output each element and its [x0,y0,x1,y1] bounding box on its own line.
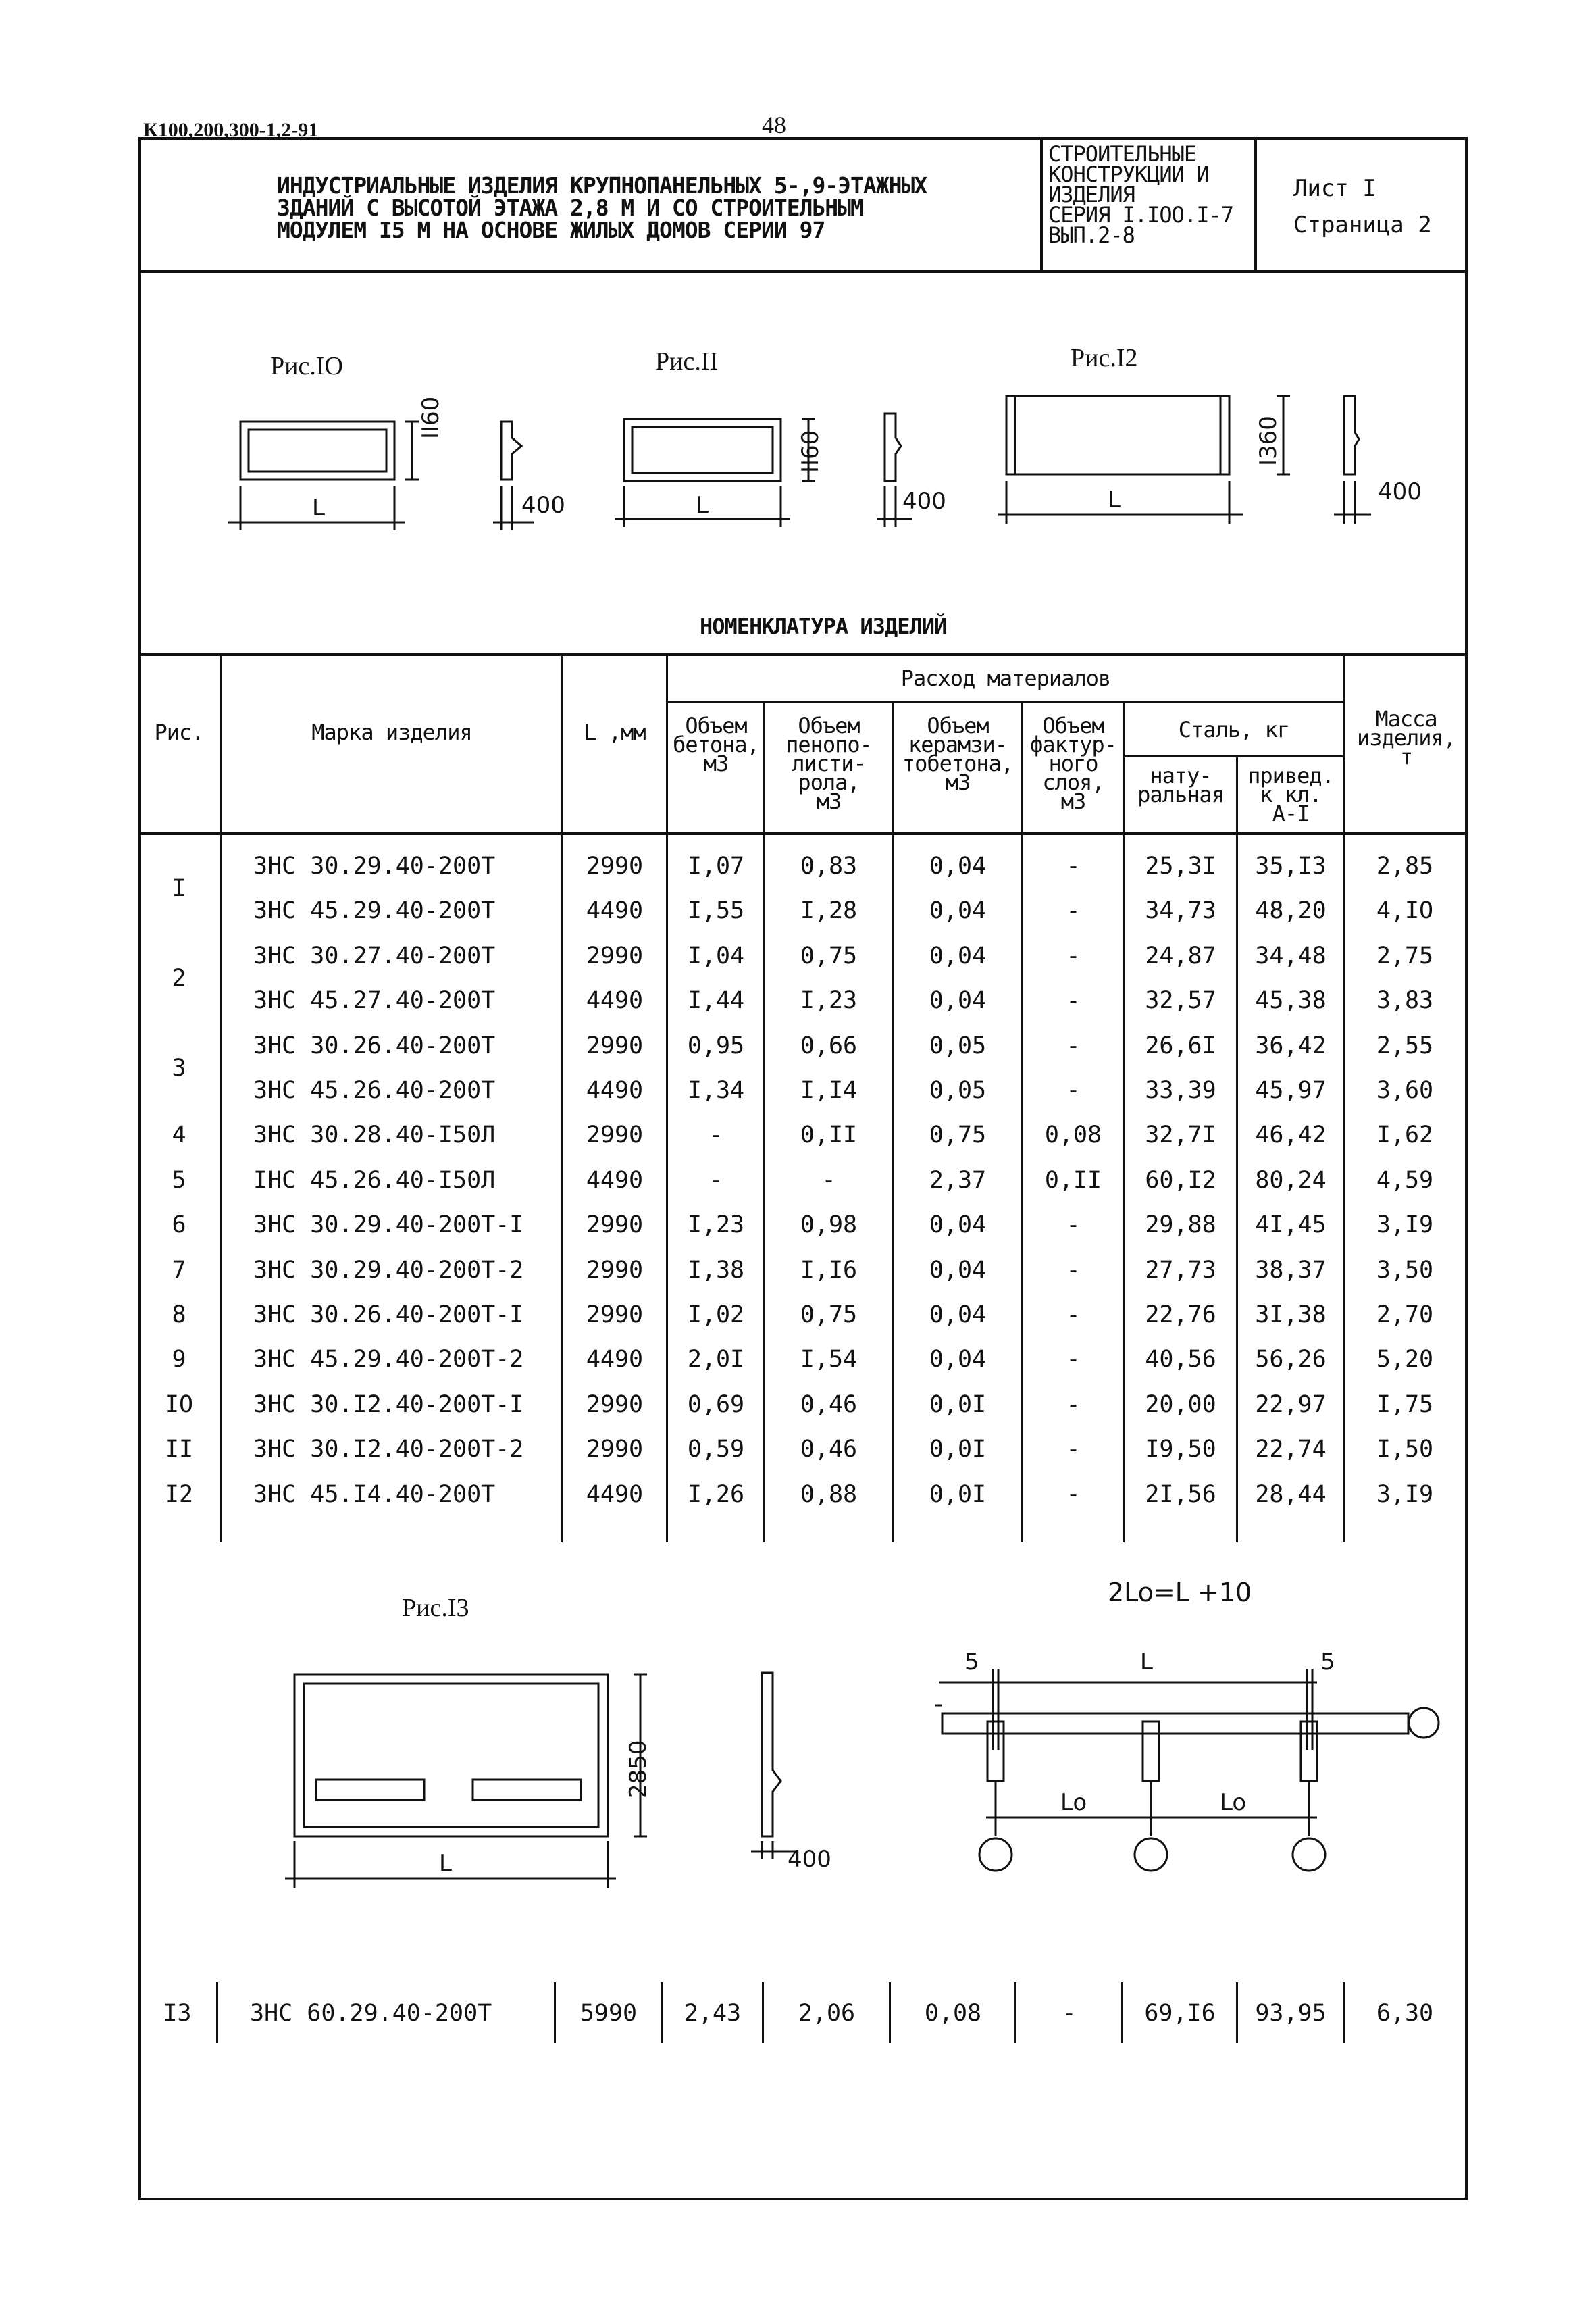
table-cell-facing: 0,08 [1044,1122,1102,1149]
fig13-section [762,1673,781,1836]
series-line: СТРОИТЕЛЬНЫЕ [1048,141,1197,167]
scheme-span: L [1140,1649,1153,1676]
table-cell-steel-red: 22,97 [1255,1391,1327,1418]
table-cell-facing: - [1066,853,1081,880]
table-cell-foam: 0,46 [800,1391,858,1418]
extra-row-fig: I3 [163,2000,192,2027]
fig13-inner [304,1684,598,1827]
header-length: L ,мм [584,720,646,745]
title-line: ЗДАНИЙ С ВЫСОТОЙ ЭТАЖА 2,8 М И СО СТРОИТЕЛЬНЫМ [277,195,863,221]
header-facing-line: фактур- [1030,732,1116,757]
table-cell-concrete: - [709,1167,723,1194]
header-steel-red-line: к кл. [1260,782,1322,807]
scheme-formula: 2Lo=L +10 [1108,1578,1252,1607]
table-cell-keramzit: 0,04 [929,1211,987,1238]
table-cell-foam: 0,75 [800,942,858,970]
table-cell-mark: ЗНС 45.29.40-200Т-2 [253,1346,524,1373]
fig11-label: Рис.II [655,347,719,376]
page-number: 48 [762,111,786,139]
table-cell-keramzit: 0,0I [929,1481,987,1508]
table-cell-concrete: I,26 [687,1481,745,1508]
table-cell-L: 2990 [586,853,644,880]
table-cell-facing: - [1066,1257,1081,1284]
table-cell-L: 2990 [586,1436,644,1463]
extra-row-foam: 2,06 [798,2000,856,2027]
table-cell-steel-red: 80,24 [1255,1167,1327,1194]
header-concrete-line: бетона, [673,732,759,757]
table-cell-foam: 0,88 [800,1481,858,1508]
table-cell-steel-red: 4I,45 [1255,1211,1327,1238]
table-cell-fig: 7 [172,1257,186,1284]
extra-row-mass: 6,30 [1376,2000,1434,2027]
table-cell-concrete: I,07 [687,853,745,880]
extra-row-divider [661,1982,663,2043]
header-materials: Расход материалов [900,665,1111,691]
table-cell-mass: 3,I9 [1376,1481,1434,1508]
table-cell-mark: ЗНС 30.28.40-I50Л [253,1122,496,1149]
header-foam-line: м3 [816,788,842,814]
table-cell-mark: ЗНС 30.26.40-200Т-I [253,1301,524,1328]
table-cell-L: 2990 [586,1391,644,1418]
extra-row-divider [1014,1982,1016,2043]
table-cell-steel-nat: 26,6I [1145,1032,1216,1059]
table-cell-keramzit: 0,05 [929,1077,987,1104]
document-code: К100,200,300-1,2-91 [143,119,319,141]
table-cell-keramzit: 0,05 [929,1032,987,1059]
table-cell-L: 4490 [586,897,644,924]
table-cell-steel-nat: 60,I2 [1145,1167,1216,1194]
table-cell-L: 4490 [586,987,644,1014]
table-cell-foam: 0,98 [800,1211,858,1238]
table-cell-mass: 2,55 [1376,1032,1434,1059]
table-cell-facing: - [1066,1211,1081,1238]
title-line: ИНДУСТРИАЛЬНЫЕ ИЗДЕЛИЯ КРУПНОПАНЕЛЬНЫХ 5-,9-ЭТАЖНЫХ [277,172,927,199]
table-cell-mark: ЗНС 45.27.40-200Т [253,987,496,1014]
header-mass-line: т [1399,744,1413,770]
table-cell-mass: 3,50 [1376,1257,1434,1284]
table-cell-facing: - [1066,1391,1081,1418]
sheet-number: Лист I [1293,175,1376,202]
header-foam-line: пенопо- [786,732,872,757]
table-cell-steel-nat: 22,76 [1145,1301,1216,1328]
scheme-slab [942,1713,1408,1734]
table-cell-facing: - [1066,1346,1081,1373]
extra-row-keramzit: 0,08 [924,2000,982,2027]
table-cell-foam: 0,83 [800,853,858,880]
scheme-column-right [1301,1721,1317,1781]
table-cell-fig: 9 [172,1346,186,1373]
table-cell-mass: I,62 [1376,1122,1434,1149]
table-cell-foam: I,23 [800,987,858,1014]
table-cell-mass: 2,75 [1376,942,1434,970]
header-steel-red-line: А-I [1272,801,1310,826]
table-cell-L: 4490 [586,1346,644,1373]
extra-row-divider [889,1982,891,2043]
table-cell-steel-red: 34,48 [1255,942,1327,970]
table-cell-keramzit: 0,04 [929,853,987,880]
table-cell-steel-nat: 20,00 [1145,1391,1216,1418]
table-cell-fig: I2 [164,1481,194,1508]
header-mark: Марка изделия [311,720,472,745]
table-cell-mark: ЗНС 30.27.40-200Т [253,942,496,970]
table-title: НОМЕНКЛАТУРА ИЗДЕЛИЙ [700,613,947,639]
header-steel-red-line: привед. [1247,763,1334,788]
scheme-gap-left: 5 [964,1649,979,1676]
header-facing-line: ного [1048,751,1098,776]
header-foam-line: листи- [792,751,866,776]
table-cell-L: 2990 [586,1211,644,1238]
table-cell-mass: 3,60 [1376,1077,1434,1104]
extra-row-divider [216,1982,218,2043]
table-cell-steel-red: 38,37 [1255,1257,1327,1284]
table-cell-foam: 0,46 [800,1436,858,1463]
fig13-window-right [473,1780,581,1800]
header-facing-line: Объем [1042,713,1104,738]
scheme-axis-marker [1135,1838,1167,1871]
table-cell-steel-red: 56,26 [1255,1346,1327,1373]
table-cell-fig: I [172,875,186,902]
table-cell-facing: 0,II [1044,1167,1102,1194]
header-fig: Рис. [154,720,204,745]
table-cell-L: 2990 [586,1257,644,1284]
table-cell-L: 2990 [586,1032,644,1059]
table-cell-fig: 8 [172,1301,186,1328]
table-cell-steel-nat: 32,57 [1145,987,1216,1014]
table-cell-L: 2990 [586,1122,644,1149]
table-cell-concrete: I,38 [687,1257,745,1284]
table-cell-mark: ЗНС 45.29.40-200Т [253,897,496,924]
table-cell-concrete: 0,95 [687,1032,745,1059]
table-cell-foam: I,28 [800,897,858,924]
table-cell-steel-red: 45,97 [1255,1077,1327,1104]
table-cell-foam: 0,75 [800,1301,858,1328]
table-cell-mark: ЗНС 30.29.40-200Т-2 [253,1257,524,1284]
table-cell-L: 4490 [586,1077,644,1104]
scheme-axis-marker [1409,1708,1439,1738]
fig10-thickness: 400 [521,492,565,519]
extra-row-divider [554,1982,556,2043]
table-cell-steel-nat: 32,7I [1145,1122,1216,1149]
table-cell-facing: - [1066,987,1081,1014]
table-cell-fig: 2 [172,965,186,992]
table-cell-steel-red: 22,74 [1255,1436,1327,1463]
table-cell-steel-red: 35,I3 [1255,853,1327,880]
table-cell-mass: 2,70 [1376,1301,1434,1328]
table-cell-concrete: 0,69 [687,1391,745,1418]
table-cell-steel-nat: 2I,56 [1145,1481,1216,1508]
table-cell-facing: - [1066,942,1081,970]
table-cell-fig: 4 [172,1122,186,1149]
table-cell-concrete: I,04 [687,942,745,970]
extra-row-length: 5990 [580,2000,638,2027]
table-cell-steel-red: 3I,38 [1255,1301,1327,1328]
sheet-page: Страница 2 [1293,211,1432,238]
table-cell-keramzit: 0,04 [929,897,987,924]
table-cell-mark: ЗНС 45.26.40-200Т [253,1077,496,1104]
fig12-length: L [1108,486,1121,513]
extra-row-divider [1236,1982,1238,2043]
table-cell-concrete: I,44 [687,987,745,1014]
fig11-thickness: 400 [902,488,946,515]
scheme-lo-right: Lo [1220,1789,1247,1816]
fig13-thickness: 400 [788,1846,831,1873]
title-line: МОДУЛЕМ I5 М НА ОСНОВЕ ЖИЛЫХ ДОМОВ СЕРИИ 97 [277,217,825,243]
extra-row-concrete: 2,43 [684,2000,742,2027]
extra-row-steel-red: 93,95 [1255,2000,1327,2027]
scheme-gap-right: 5 [1320,1649,1335,1676]
table-cell-mark: ЗНС 30.I2.40-200Т-2 [253,1436,524,1463]
table-cell-facing: - [1066,1301,1081,1328]
table-cell-mass: 4,IО [1376,897,1434,924]
scheme-column-left [987,1721,1004,1781]
scheme-lo-left: Lo [1060,1789,1087,1816]
table-cell-steel-nat: 29,88 [1145,1211,1216,1238]
table-cell-steel-nat: I9,50 [1145,1436,1216,1463]
table-cell-L: 2990 [586,942,644,970]
scheme-column-middle [1143,1721,1159,1781]
table-cell-steel-red: 36,42 [1255,1032,1327,1059]
table-cell-mark: ЗНС 30.I2.40-200Т-I [253,1391,524,1418]
table-cell-fig: 5 [172,1167,186,1194]
extra-row-divider [1121,1982,1123,2043]
series-line: ВЫП.2-8 [1048,222,1135,248]
table-cell-mass: 5,20 [1376,1346,1434,1373]
scheme-axis-marker [979,1838,1012,1871]
table-cell-concrete: I,55 [687,897,745,924]
table-cell-steel-nat: 25,3I [1145,853,1216,880]
fig12-height: I360 [1255,416,1282,466]
table-cell-fig: 6 [172,1211,186,1238]
fig12-thickness: 400 [1378,478,1422,505]
table-cell-L: 4490 [586,1481,644,1508]
table-cell-steel-red: 48,20 [1255,897,1327,924]
table-cell-mark: ЗНС 30.26.40-200Т [253,1032,496,1059]
series-line: СЕРИЯ I.IОО.I-7 [1048,202,1233,228]
fig10-length: L [312,495,325,522]
table-cell-steel-nat: 40,56 [1145,1346,1216,1373]
table-cell-foam: I,I4 [800,1077,858,1104]
table-cell-concrete: I,23 [687,1211,745,1238]
header-keramzit-line: Объем [927,713,989,738]
table-cell-facing: - [1066,1481,1081,1508]
table-cell-steel-red: 45,38 [1255,987,1327,1014]
table-cell-concrete: - [709,1122,723,1149]
table-cell-steel-nat: 34,73 [1145,897,1216,924]
fig11-height: II60 [797,430,824,473]
header-steel-nat-line: нату- [1150,763,1212,788]
fig10-height: II60 [417,396,444,439]
table-cell-mass: 3,I9 [1376,1211,1434,1238]
fig10-label: Рис.IО [270,352,343,380]
table-cell-mass: 3,83 [1376,987,1434,1014]
table-cell-steel-red: 28,44 [1255,1481,1327,1508]
table-cell-mark: ЗНС 30.29.40-200Т-I [253,1211,524,1238]
table-cell-steel-nat: 33,39 [1145,1077,1216,1104]
table-cell-keramzit: 0,0I [929,1391,987,1418]
extra-row-mark: ЗНС 60.29.40-200Т [250,2000,492,2027]
table-cell-foam: - [821,1167,836,1194]
table-cell-foam: I,54 [800,1346,858,1373]
fig13-length: L [439,1850,452,1877]
header-steel: Сталь, кг [1178,717,1290,743]
header-foam-line: Объем [798,713,860,738]
table-cell-mark: ЗНС 30.29.40-200Т [253,853,496,880]
table-cell-keramzit: 0,04 [929,1301,987,1328]
header-concrete-line: Объем [685,713,747,738]
table-cell-keramzit: 0,04 [929,987,987,1014]
scheme-axis-marker [1293,1838,1325,1871]
fig11-length: L [696,492,709,519]
table-cell-L: 2990 [586,1301,644,1328]
header-facing-line: м3 [1060,788,1086,814]
fig13-window-left [316,1780,424,1800]
table-cell-keramzit: 2,37 [929,1167,987,1194]
fig13-label: Рис.I3 [402,1594,469,1622]
table-cell-mass: 2,85 [1376,853,1434,880]
table-cell-facing: - [1066,897,1081,924]
header-keramzit-line: м3 [945,770,971,795]
table-cell-concrete: 2,0I [687,1346,745,1373]
header-mass-line: изделия, [1356,725,1456,751]
table-cell-concrete: I,34 [687,1077,745,1104]
table-cell-mass: I,50 [1376,1436,1434,1463]
header-mass-line: Масса [1375,706,1437,732]
table-cell-L: 4490 [586,1167,644,1194]
header-foam-line: рола, [798,770,860,795]
table-cell-mass: I,75 [1376,1391,1434,1418]
table-cell-keramzit: 0,0I [929,1436,987,1463]
header-keramzit-line: керамзи- [908,732,1008,757]
table-cell-fig: II [164,1436,194,1463]
table-cell-mass: 4,59 [1376,1167,1434,1194]
extra-row-divider [762,1982,764,2043]
extra-row-facing: - [1062,2000,1077,2027]
header-facing-line: слоя, [1042,770,1104,795]
table-cell-steel-nat: 24,87 [1145,942,1216,970]
table-cell-facing: - [1066,1032,1081,1059]
table-cell-foam: I,I6 [800,1257,858,1284]
table-cell-keramzit: 0,04 [929,1346,987,1373]
table-cell-mark: ЗНС 45.I4.40-200Т [253,1481,496,1508]
table-cell-concrete: 0,59 [687,1436,745,1463]
table-cell-facing: - [1066,1436,1081,1463]
table-cell-mark: IНС 45.26.40-I50Л [253,1167,496,1194]
header-concrete-line: м3 [703,751,729,776]
table-cell-keramzit: 0,75 [929,1122,987,1149]
fig13-panel [294,1674,608,1836]
table-cell-foam: 0,66 [800,1032,858,1059]
table-cell-steel-red: 46,42 [1255,1122,1327,1149]
table-cell-keramzit: 0,04 [929,942,987,970]
table-cell-concrete: I,02 [687,1301,745,1328]
table-cell-steel-nat: 27,73 [1145,1257,1216,1284]
extra-row-steel-nat: 69,I6 [1144,2000,1216,2027]
series-line: КОНСТРУКЦИИ И [1048,161,1209,187]
header-steel-nat-line: ральная [1137,782,1224,807]
series-line: ИЗДЕЛИЯ [1048,182,1135,207]
table-cell-fig: 3 [172,1055,186,1082]
table-cell-facing: - [1066,1077,1081,1104]
header-keramzit-line: тобетона, [902,751,1014,776]
fig12-label: Рис.I2 [1071,344,1138,372]
table-cell-foam: 0,II [800,1122,858,1149]
table-cell-fig: IО [164,1391,194,1418]
table-cell-keramzit: 0,04 [929,1257,987,1284]
extra-row-divider [1343,1982,1345,2043]
fig13-height: 2850 [625,1740,652,1799]
